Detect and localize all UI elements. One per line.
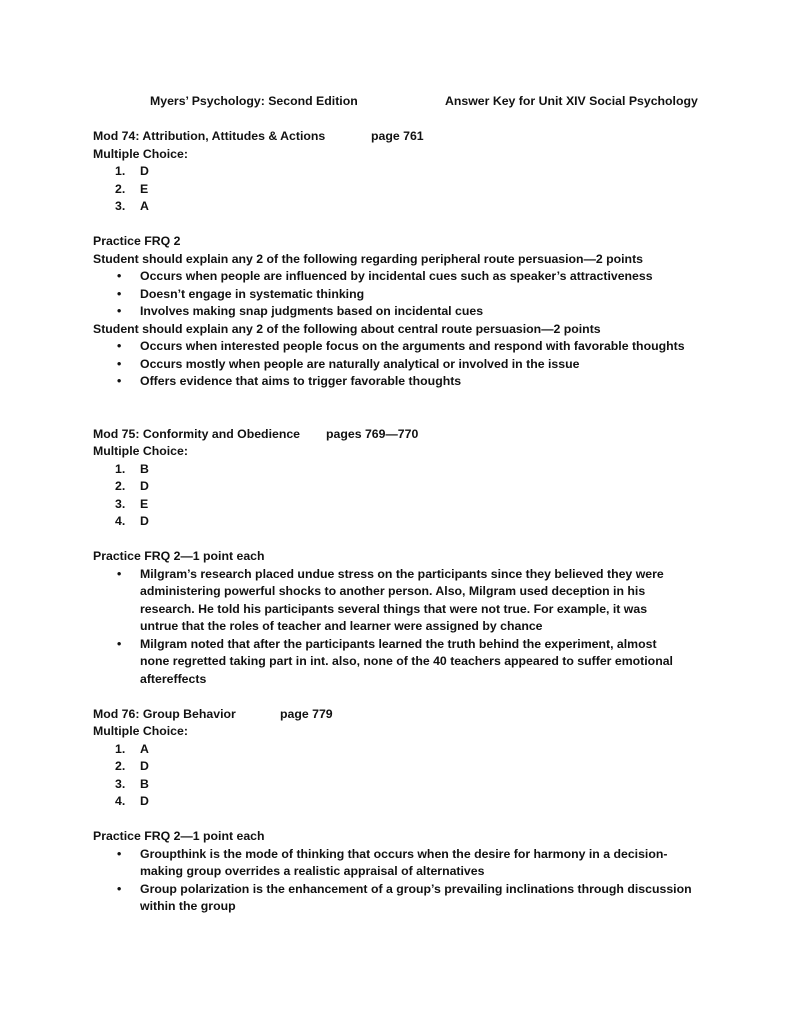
list-item: 4. D [115,794,149,808]
list-item: • Occurs when interested people focus on the arguments and respond with favorable thoughts [93,338,703,356]
mod75-heading [93,426,703,444]
mod75-page: pages 769—770 [326,426,419,441]
bullet-icon: • [117,566,122,581]
list-item: • Milgram noted that after the participants learned the truth behind the experiment, almost none regretted taking part in int. also, none of the 40 teachers appeared to suffer emotional aftereffects [117,636,673,686]
bullet-icon: • [117,356,122,371]
header-unit-title: Answer Key for Unit XIV Social Psychology [445,94,698,108]
list-item: 3. A [115,199,149,213]
list-item: 3. B [115,776,149,791]
mod76-page: page 779 [280,706,333,721]
mod76-mc-answers [93,741,703,811]
list-item: 3. E [115,496,149,511]
mod76-title: Mod 76: Group Behavior [93,706,236,721]
bullet-icon: • [117,304,122,318]
list-item: • Doesn’t engage in systematic thinking [93,286,703,304]
list-item: • Offers evidence that aims to trigger favorable thoughts [93,373,703,391]
bullet-icon: • [117,269,122,283]
list-item: 4. D [115,514,149,528]
bullet-icon: • [117,339,122,353]
mod76-heading [93,706,703,724]
mod75-title: Mod 75: Conformity and Obedience [93,426,301,441]
mod74-mc-label: Multiple Choice: [93,146,188,161]
list-item: • Involves making snap judgments based on incidental cues [93,303,703,321]
list-item: 1. B [115,461,149,476]
mod75-mc-label: Multiple Choice: [93,444,188,458]
header-book-title: Myers’ Psychology: Second Edition [150,94,358,108]
mod76-section [93,706,703,916]
mod74-mc-answers [93,163,703,216]
mod75-frq-label: Practice FRQ 2—1 point each [93,549,265,563]
bullet-icon: • [117,846,122,861]
mod74-frq-label: Practice FRQ 2 [93,234,181,248]
document-header [150,93,703,111]
mod74-section [93,128,703,391]
mod74-peripheral-bullets [93,268,703,321]
list-item: 2. D [115,479,149,493]
mod74-page: page 761 [371,129,424,143]
list-item: • Group polarization is the enhancement of a group’s prevailing inclinations through discussion within the group [117,881,692,913]
list-item: • Occurs when people are influenced by incidental cues such as speaker’s attractiveness [93,268,703,286]
list-item: 1. A [115,741,149,756]
mod74-central-bullets [93,338,703,391]
mod75-frq-bullets [93,566,703,689]
list-item: • Groupthink is the mode of thinking that occurs when the desire for harmony in a decision- making group overrides a realistic appraisal of alternatives [117,846,668,878]
mod76-frq-label: Practice FRQ 2—1 point each [93,829,265,843]
bullet-icon: • [117,374,122,388]
bullet-icon: • [117,881,122,896]
list-item: 2. D [115,759,149,773]
list-item: • Milgram’s research placed undue stress on the participants since they believed they were administering powerful shocks to another person. Also, Milgram used deception in his research. He told his participants several things that were not true. For example, it was untrue that the roles of teacher and learner were assigned by chance [117,566,664,633]
mod74-peripheral-intro: Student should explain any 2 of the following regarding peripheral route persuasion—2 points [93,251,644,266]
answer-key-document [93,93,703,916]
mod75-mc-answers [93,461,703,531]
bullet-icon: • [117,286,122,301]
mod76-frq-bullets [93,846,703,916]
mod76-mc-label: Multiple Choice: [93,724,188,738]
mod74-heading [93,128,703,146]
list-item: 1. D [115,164,149,178]
list-item: 2. E [115,181,149,196]
list-item: • Occurs mostly when people are naturally analytical or involved in the issue [93,356,703,374]
mod74-central-intro: Student should explain any 2 of the following about central route persuasion—2 points [93,321,601,336]
bullet-icon: • [117,636,122,651]
mod74-title: Mod 74: Attribution, Attitudes & Actions [93,129,326,143]
mod75-section [93,426,703,689]
